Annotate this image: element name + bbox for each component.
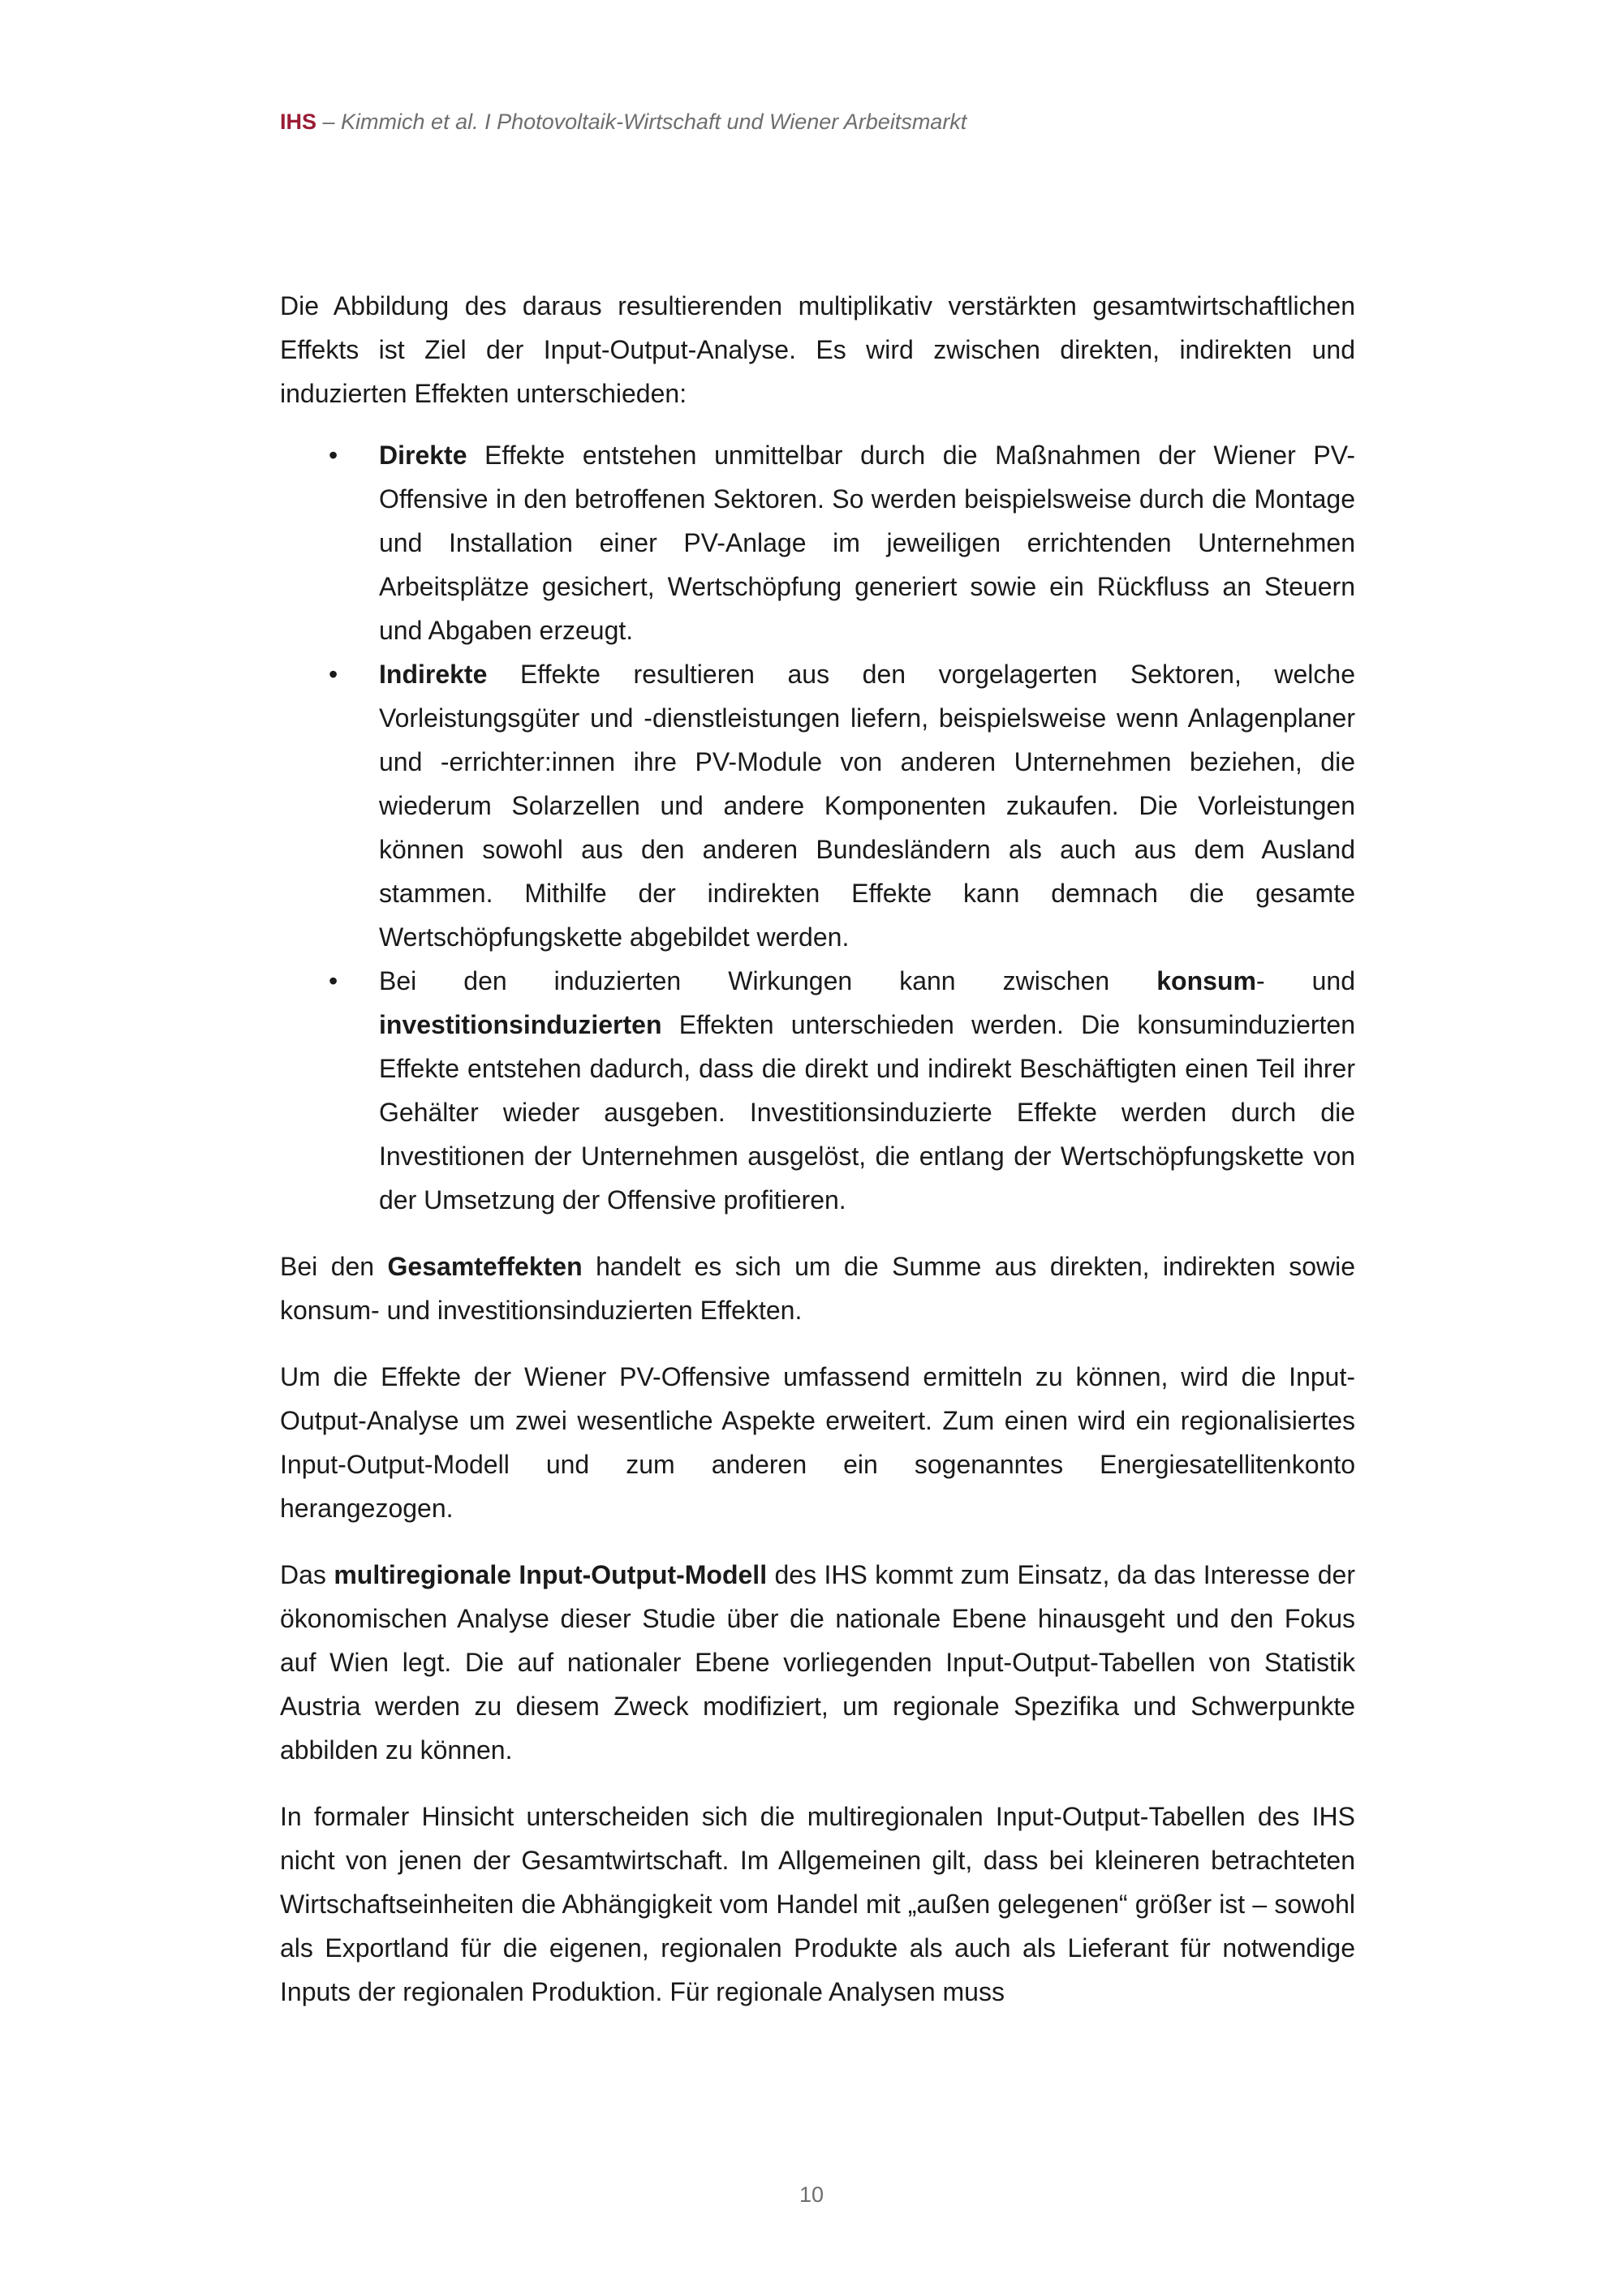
effects-list bbox=[280, 433, 1355, 1222]
term-investitionsinduziert: investitionsinduzierten bbox=[379, 1010, 662, 1039]
induced-text-1: Bei den induzierten Wirkungen kann zwischen bbox=[379, 966, 1157, 995]
model-text-2: des IHS kommt zum Einsatz, da das Interesse der ökonomischen Analyse dieser Studie über die nationale Ebene hinausgeht und den Fokus auf Wien legt. Die auf nationaler Ebene vorliegenden Input-Output-Tabellen von Statistik Austria werden zu diesem Zweck modifiziert, um regionale Spezifika und Schwerpunkte abbilden zu können. bbox=[280, 1560, 1356, 1765]
body-text bbox=[280, 284, 1355, 2036]
direct-text: Effekte entstehen unmittelbar durch die Maßnahmen der Wiener PV-Offensive in den betroffenen Sektoren. So werden beispielsweise durch die Montage und Installation einer PV-Anlage im jeweiligen errichtenden Unternehmen Arbeitsplätze gesichert, Wertschöpfung generiert sowie ein Rückfluss an Steuern und Abgaben erzeugt. bbox=[379, 441, 1355, 645]
bullet-icon: • bbox=[329, 966, 338, 995]
model-paragraph bbox=[280, 1553, 1355, 1772]
total-text-1: Bei den bbox=[280, 1252, 388, 1281]
header-brand: IHS bbox=[280, 110, 317, 134]
indirect-text: Effekte resultieren aus den vorgelagerten Sektoren, welche Vorleistungsgüter und -dienstleistungen liefern, beispielsweise wenn Anlagenplaner und -errichter:innen ihre PV-Module von anderen Unternehmen beziehen, die wiederum Solarzellen und andere Komponenten zukaufen. Die Vorleistungen können sowohl aus den anderen Bundesländern als auch aus dem Ausland stammen. Mithilfe der indirekten Effekte kann demnach die gesamte Wertschöpfungskette abgebildet werden. bbox=[379, 660, 1355, 952]
model-text-1: Das bbox=[280, 1560, 334, 1589]
page-number: 10 bbox=[799, 2182, 824, 2207]
running-header bbox=[280, 110, 966, 135]
induced-text-2: - und bbox=[1255, 966, 1356, 995]
term-indirect: Indirekte bbox=[379, 660, 488, 689]
list-item-induced bbox=[280, 959, 1355, 1222]
header-separator: – bbox=[316, 110, 342, 134]
term-direct: Direkte bbox=[379, 441, 467, 470]
term-multiregional-model: multiregionale Input-Output-Modell bbox=[334, 1560, 768, 1589]
total-text-2: handelt es sich um die Summe aus direkten, indirekten sowie konsum- und investitionsinduzierten Effekten. bbox=[280, 1252, 1356, 1325]
intro-paragraph: Die Abbildung des daraus resultierenden multiplikativ verstärkten gesamtwirtschaftlichen Effekts ist Ziel der Input-Output-Analyse. Es wird zwischen direkten, indirekten und induzierten Effekten unterschieden: bbox=[280, 291, 1355, 408]
extension-paragraph: Um die Effekte der Wiener PV-Offensive umfassend ermitteln zu können, wird die Input-Output-Analyse um zwei wesentliche Aspekte erweitert. Zum einen wird ein regionalisiertes Input-Output-Modell und zum anderen ein sogenanntes Energiesatellitenkonto herangezogen. bbox=[280, 1362, 1355, 1523]
total-effects-paragraph bbox=[280, 1245, 1355, 1332]
bullet-icon: • bbox=[329, 441, 338, 470]
term-konsum: konsum bbox=[1156, 966, 1256, 995]
induced-text-3: Effekten unterschieden werden. Die konsuminduzierten Effekte entstehen dadurch, dass die direkt und indirekt Beschäftigten einen Teil ihrer Gehälter wieder ausgeben. Investitionsinduzierte Effekte werden durch die Investitionen der Unternehmen ausgelöst, die entlang der Wertschöpfungskette von der Umsetzung der Offensive profitieren. bbox=[379, 1010, 1355, 1215]
list-item-direct bbox=[280, 433, 1355, 652]
formal-paragraph: In formaler Hinsicht unterscheiden sich die multiregionalen Input-Output-Tabellen des IHS nicht von jenen der Gesamtwirtschaft. Im Allgemeinen gilt, dass bei kleineren betrachteten Wirtschaftseinheiten die Abhängigkeit vom Handel mit „außen gelegenen“ größer ist – sowohl als Exportland für die eigenen, regionalen Produkte als auch als Lieferant für notwendige Inputs der regionalen Produktion. Für regionale Analysen muss bbox=[280, 1802, 1355, 2006]
bullet-icon: • bbox=[329, 660, 338, 689]
header-subtitle: Kimmich et al. I Photovoltaik-Wirtschaft und Wiener Arbeitsmarkt bbox=[341, 110, 967, 134]
list-item-indirect bbox=[280, 652, 1355, 959]
term-gesamteffekte: Gesamteffekten bbox=[387, 1252, 583, 1281]
